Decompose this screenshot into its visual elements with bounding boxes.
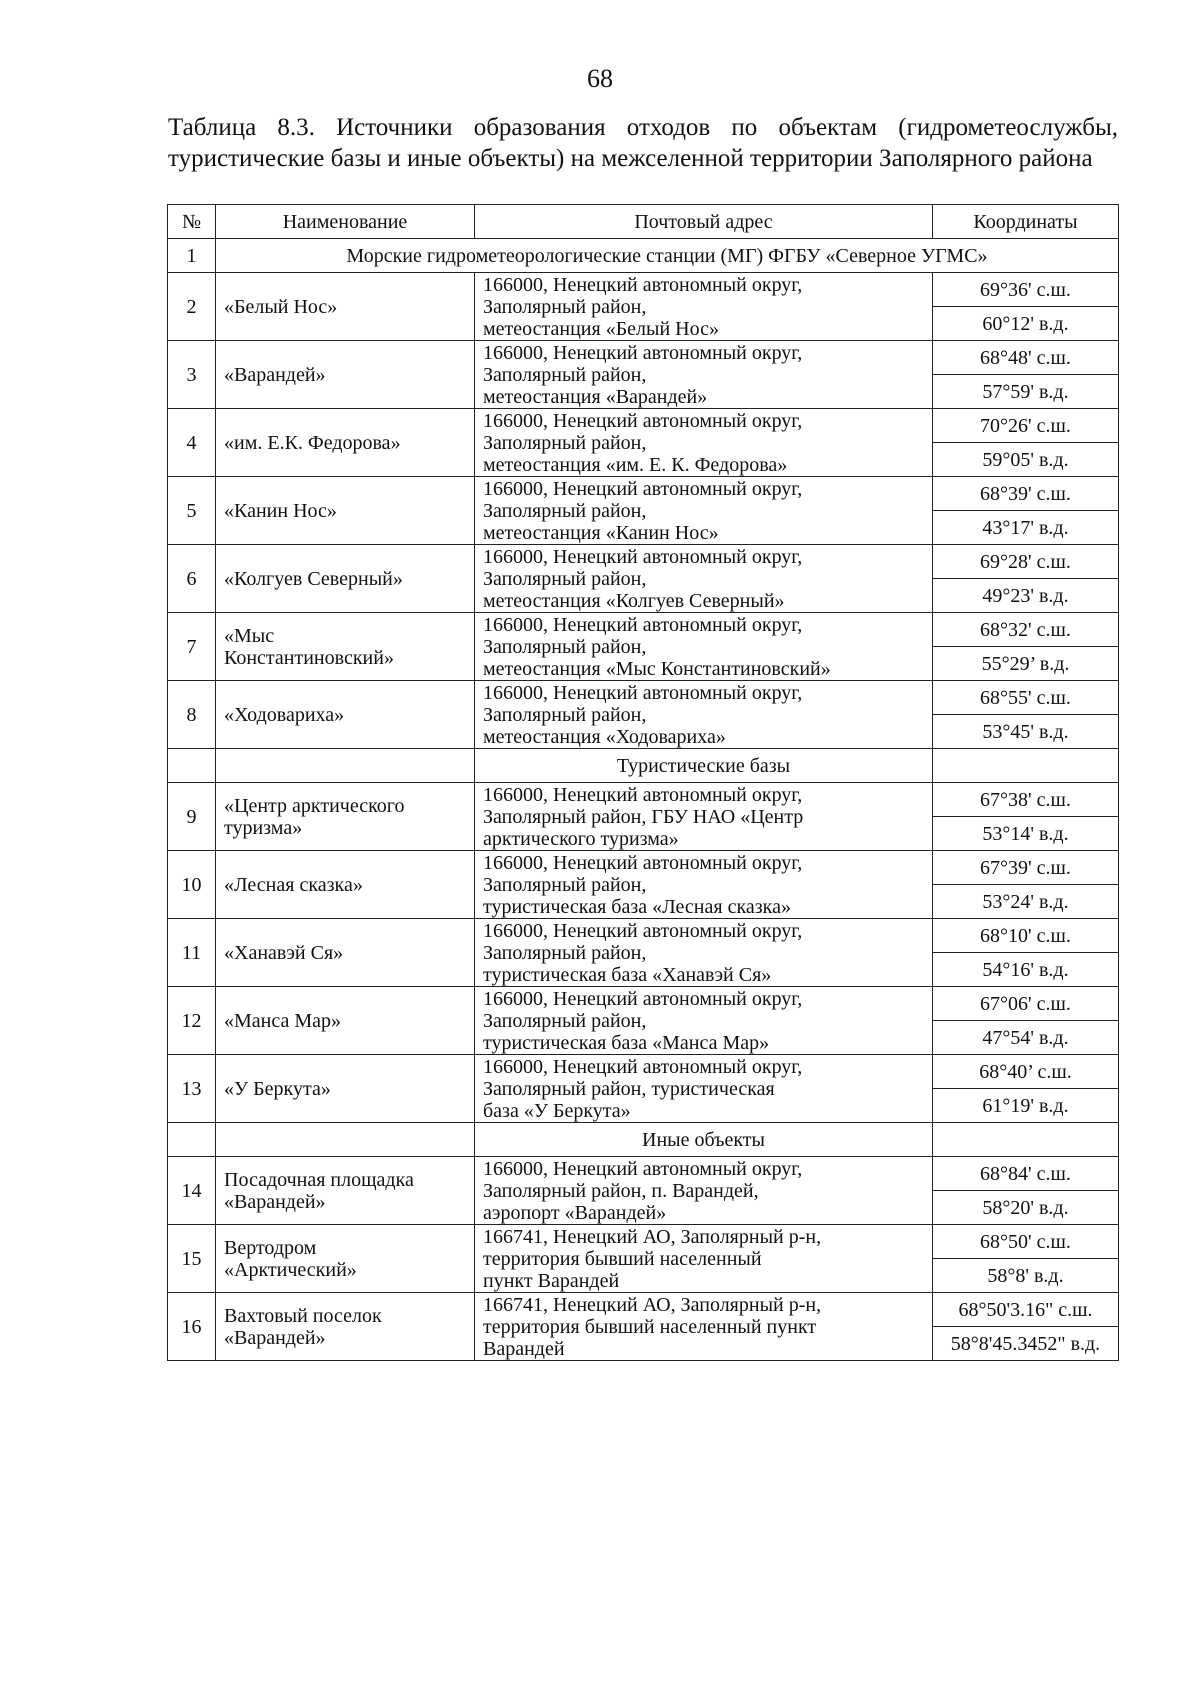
row-number: 12 — [168, 987, 216, 1055]
address-line: метеостанция «Варандей» — [483, 385, 708, 408]
object-name — [216, 681, 475, 749]
object-name-line: «Ходовариха» — [224, 703, 345, 726]
table-row — [168, 1293, 1119, 1327]
address-line: 166000, Ненецкий автономный округ, — [483, 987, 803, 1010]
row-number: 4 — [168, 409, 216, 477]
address-line: туристическая база «Манса Мар» — [483, 1031, 770, 1054]
empty-cell — [933, 749, 1119, 783]
address-line: 166741, Ненецкий АО, Заполярный р-н, — [483, 1225, 822, 1248]
section-title: Морские гидрометеорологические станции (МГ) ФГБУ «Северное УГМС» — [216, 239, 1119, 273]
address-line: метеостанция «им. Е. К. Федорова» — [483, 453, 788, 476]
object-name-line: «Мыс — [224, 624, 275, 647]
latitude: 68°10' с.ш. — [933, 919, 1119, 953]
object-name — [216, 1293, 475, 1361]
section-title: Иные объекты — [475, 1123, 933, 1157]
longitude: 58°8' в.д. — [933, 1259, 1119, 1293]
object-name — [216, 987, 475, 1055]
latitude: 69°28' с.ш. — [933, 545, 1119, 579]
object-name-line: Посадочная площадка — [224, 1168, 414, 1191]
address-line: аэропорт «Варандей» — [483, 1201, 667, 1224]
object-name-line: «Арктический» — [224, 1258, 357, 1281]
page-number: 68 — [587, 64, 613, 93]
row-number: 8 — [168, 681, 216, 749]
longitude: 47°54' в.д. — [933, 1021, 1119, 1055]
postal-address — [475, 851, 933, 919]
longitude: 59°05' в.д. — [933, 443, 1119, 477]
section-number — [168, 749, 216, 783]
table-row — [168, 783, 1119, 817]
address-line: 166000, Ненецкий автономный округ, — [483, 341, 803, 364]
address-line: территория бывший населенный — [483, 1247, 762, 1270]
object-name-line: «Белый Нос» — [224, 295, 338, 318]
address-line: 166000, Ненецкий автономный округ, — [483, 273, 803, 296]
table-row — [168, 545, 1119, 579]
postal-address — [475, 477, 933, 545]
address-line: 166000, Ненецкий автономный округ, — [483, 613, 803, 636]
postal-address — [475, 613, 933, 681]
waste-sources-table — [167, 204, 1119, 1361]
longitude: 61°19' в.д. — [933, 1089, 1119, 1123]
header-name: Наименование — [216, 205, 475, 239]
empty-cell — [216, 749, 475, 783]
address-line: метеостанция «Ходовариха» — [483, 725, 726, 748]
address-line: 166000, Ненецкий автономный округ, — [483, 1055, 803, 1078]
row-number: 9 — [168, 783, 216, 851]
address-line: 166000, Ненецкий автономный округ, — [483, 477, 803, 500]
address-line: метеостанция «Мыс Константиновский» — [483, 657, 831, 680]
object-name — [216, 477, 475, 545]
row-number: 13 — [168, 1055, 216, 1123]
row-number: 14 — [168, 1157, 216, 1225]
longitude: 58°20' в.д. — [933, 1191, 1119, 1225]
header-number: № — [168, 205, 216, 239]
address-line: Заполярный район, — [483, 703, 647, 726]
object-name — [216, 919, 475, 987]
address-line: 166000, Ненецкий автономный округ, — [483, 1157, 803, 1180]
address-line: 166000, Ненецкий автономный округ, — [483, 409, 803, 432]
address-line: Варандей — [483, 1337, 565, 1360]
latitude: 67°39' с.ш. — [933, 851, 1119, 885]
section-row — [168, 1123, 1119, 1157]
postal-address — [475, 681, 933, 749]
header-coordinates: Координаты — [933, 205, 1119, 239]
object-name-line: «Варандей» — [224, 363, 326, 386]
address-line: Заполярный район, — [483, 363, 647, 386]
table-row — [168, 613, 1119, 647]
longitude: 53°45' в.д. — [933, 715, 1119, 749]
postal-address — [475, 545, 933, 613]
row-number: 15 — [168, 1225, 216, 1293]
object-name-line: «Колгуев Северный» — [224, 567, 403, 590]
row-number: 5 — [168, 477, 216, 545]
table-caption: Таблица 8.3. Источники образования отходов по объектам (гидрометеослужбы, туристические базы и иные объекты) на межселенной территории Заполярного района — [168, 114, 1118, 172]
address-line: Заполярный район, — [483, 635, 647, 658]
table-row — [168, 1157, 1119, 1191]
address-line: 166000, Ненецкий автономный округ, — [483, 919, 803, 942]
row-number: 16 — [168, 1293, 216, 1361]
row-number: 2 — [168, 273, 216, 341]
latitude: 68°55' с.ш. — [933, 681, 1119, 715]
object-name-line: Вахтовый поселок — [224, 1304, 382, 1327]
address-line: метеостанция «Канин Нос» — [483, 521, 719, 544]
address-line: 166000, Ненецкий автономный округ, — [483, 681, 803, 704]
address-line: пункт Варандей — [483, 1269, 620, 1292]
address-line: 166000, Ненецкий автономный округ, — [483, 851, 803, 874]
latitude: 68°50' с.ш. — [933, 1225, 1119, 1259]
object-name — [216, 613, 475, 681]
latitude: 68°40’ с.ш. — [933, 1055, 1119, 1089]
postal-address — [475, 1157, 933, 1225]
postal-address — [475, 987, 933, 1055]
object-name-line: «Лесная сказка» — [224, 873, 363, 896]
table-row — [168, 409, 1119, 443]
section-number: 1 — [168, 239, 216, 273]
header-address: Почтовый адрес — [475, 205, 933, 239]
longitude: 53°14' в.д. — [933, 817, 1119, 851]
object-name-line: «Варандей» — [224, 1190, 326, 1213]
address-line: Заполярный район, туристическая — [483, 1077, 775, 1100]
address-line: 166000, Ненецкий автономный округ, — [483, 783, 803, 806]
table-row — [168, 1055, 1119, 1089]
object-name — [216, 341, 475, 409]
address-line: база «У Беркута» — [483, 1099, 631, 1122]
table-row — [168, 273, 1119, 307]
address-line: территория бывший населенный пункт — [483, 1315, 817, 1338]
address-line: Заполярный район, — [483, 295, 647, 318]
longitude: 58°8'45.3452" в.д. — [933, 1327, 1119, 1361]
object-name-line: «Центр арктического — [224, 794, 405, 817]
table-row — [168, 919, 1119, 953]
object-name — [216, 1055, 475, 1123]
address-line: туристическая база «Ханавэй Ся» — [483, 963, 772, 986]
address-line: туристическая база «Лесная сказка» — [483, 895, 791, 918]
postal-address — [475, 409, 933, 477]
object-name — [216, 851, 475, 919]
object-name-line: «Канин Нос» — [224, 499, 337, 522]
address-line: метеостанция «Колгуев Северный» — [483, 589, 785, 612]
address-line: Заполярный район, — [483, 499, 647, 522]
section-row — [168, 749, 1119, 783]
postal-address — [475, 919, 933, 987]
longitude: 57°59' в.д. — [933, 375, 1119, 409]
row-number: 11 — [168, 919, 216, 987]
object-name-line: Вертодром — [224, 1236, 317, 1259]
address-line: 166741, Ненецкий АО, Заполярный р-н, — [483, 1293, 822, 1316]
object-name — [216, 783, 475, 851]
object-name-line: «Варандей» — [224, 1326, 326, 1349]
postal-address — [475, 341, 933, 409]
postal-address — [475, 1225, 933, 1293]
section-row — [168, 239, 1119, 273]
object-name-line: туризма» — [224, 816, 303, 839]
table-row — [168, 477, 1119, 511]
row-number: 6 — [168, 545, 216, 613]
table-header-row — [168, 205, 1119, 239]
address-line: Заполярный район, — [483, 941, 647, 964]
address-line: Заполярный район, — [483, 567, 647, 590]
row-number: 7 — [168, 613, 216, 681]
section-title: Туристические базы — [475, 749, 933, 783]
row-number: 10 — [168, 851, 216, 919]
longitude: 53°24' в.д. — [933, 885, 1119, 919]
latitude: 70°26' с.ш. — [933, 409, 1119, 443]
address-line: арктического туризма» — [483, 827, 679, 850]
table-row — [168, 681, 1119, 715]
object-name-line: «им. Е.К. Федорова» — [224, 431, 401, 454]
longitude: 55°29’ в.д. — [933, 647, 1119, 681]
object-name — [216, 1157, 475, 1225]
table-row — [168, 851, 1119, 885]
section-number — [168, 1123, 216, 1157]
table-row — [168, 341, 1119, 375]
table-row — [168, 987, 1119, 1021]
object-name — [216, 1225, 475, 1293]
object-name-line: «Манса Мар» — [224, 1009, 342, 1032]
longitude: 43°17' в.д. — [933, 511, 1119, 545]
address-line: Заполярный район, — [483, 873, 647, 896]
object-name — [216, 545, 475, 613]
latitude: 67°38' с.ш. — [933, 783, 1119, 817]
latitude: 67°06' с.ш. — [933, 987, 1119, 1021]
address-line: Заполярный район, ГБУ НАО «Центр — [483, 805, 804, 828]
latitude: 68°39' с.ш. — [933, 477, 1119, 511]
table-row — [168, 1225, 1119, 1259]
longitude: 54°16' в.д. — [933, 953, 1119, 987]
longitude: 49°23' в.д. — [933, 579, 1119, 613]
address-line: Заполярный район, — [483, 1009, 647, 1032]
address-line: Заполярный район, — [483, 431, 647, 454]
latitude: 69°36' с.ш. — [933, 273, 1119, 307]
object-name-line: Константиновский» — [224, 646, 394, 669]
postal-address — [475, 783, 933, 851]
address-line: Заполярный район, п. Варандей, — [483, 1179, 759, 1202]
postal-address — [475, 1293, 933, 1361]
table-body — [168, 239, 1119, 1361]
address-line: 166000, Ненецкий автономный округ, — [483, 545, 803, 568]
object-name — [216, 409, 475, 477]
empty-cell — [216, 1123, 475, 1157]
postal-address — [475, 273, 933, 341]
latitude: 68°50'3.16" с.ш. — [933, 1293, 1119, 1327]
object-name-line: «Ханавэй Ся» — [224, 941, 344, 964]
latitude: 68°84' с.ш. — [933, 1157, 1119, 1191]
postal-address — [475, 1055, 933, 1123]
latitude: 68°32' с.ш. — [933, 613, 1119, 647]
longitude: 60°12' в.д. — [933, 307, 1119, 341]
empty-cell — [933, 1123, 1119, 1157]
row-number: 3 — [168, 341, 216, 409]
address-line: метеостанция «Белый Нос» — [483, 317, 719, 340]
object-name-line: «У Беркута» — [224, 1077, 331, 1100]
latitude: 68°48' с.ш. — [933, 341, 1119, 375]
object-name — [216, 273, 475, 341]
